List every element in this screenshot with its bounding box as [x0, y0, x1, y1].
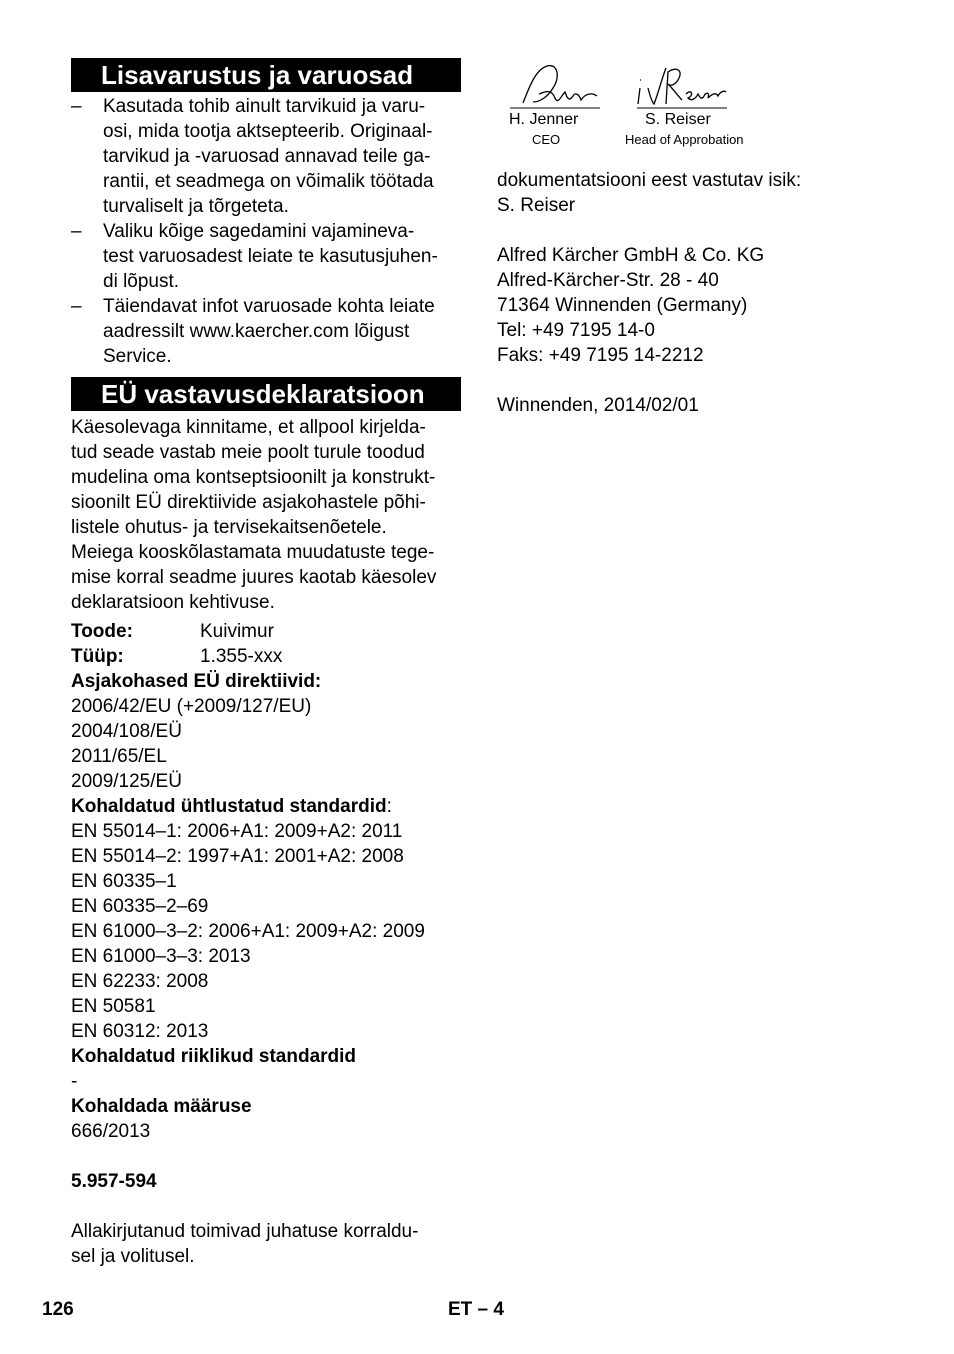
directive-item: 2006/42/EU (+2009/127/EU) [71, 696, 312, 717]
signer2-name: S. Reiser [645, 111, 711, 128]
regulation-label: Kohaldada määruse [71, 1096, 252, 1117]
declaration-intro: Käesolevaga kinnitame, et allpool kirjelda- tud seade vastab meie poolt turule toodud mudelina oma kontseptsioonilt ja konstrukt- sioonilt EÜ direktiivide asjakohastele põhi- listele ohutus- ja tervisekaitsenõetele. Meiega kooskõlastamata muudatuste tege- mise korral seadme juures kaotab käesolev deklaratsioon kehtivuse. [71, 417, 437, 613]
standard-item: EN 55014–1: 2006+A1: 2009+A2: 2011 [71, 821, 403, 842]
accessories-list [71, 94, 461, 369]
product-block [71, 619, 461, 669]
directive-item: 2004/108/EÜ [71, 721, 182, 742]
spacer [497, 218, 897, 243]
dash-marker: – [71, 96, 82, 117]
spacer [71, 1144, 461, 1169]
standard-item: EN 60335–1 [71, 871, 177, 892]
standard-item: EN 55014–2: 1997+A1: 2001+A2: 2008 [71, 846, 404, 867]
standard-item: EN 60312: 2013 [71, 1021, 209, 1042]
spacer [71, 1194, 461, 1219]
company-address: Alfred Kärcher GmbH & Co. KG Alfred-Kärcher-Str. 28 - 40 71364 Winnenden (Germany) Tel: +49 7195 14-0 Faks: +49 7195 14-2212 [497, 245, 765, 366]
list-item-text: Valiku kõige sagedamini vajamineva- test varuosadest leiate te kasutusjuhen- di lõpust. [103, 221, 438, 292]
list-item [71, 294, 461, 369]
document-number: 5.957-594 [71, 1171, 157, 1192]
list-item [71, 219, 461, 294]
product-label: Toode: [71, 621, 133, 642]
place-date: Winnenden, 2014/02/01 [497, 395, 699, 416]
page-number: 126 [42, 1299, 74, 1320]
section-title-declaration: EÜ vastavusdeklaratsioon [71, 377, 461, 411]
standards-colon: : [386, 796, 392, 817]
dash-marker: – [71, 221, 82, 242]
national-standards-value: - [71, 1071, 78, 1092]
standard-item: EN 61000–3–2: 2006+A1: 2009+A2: 2009 [71, 921, 425, 942]
type-value: 1.355-xxx [200, 646, 283, 667]
product-value: Kuivimur [200, 621, 274, 642]
list-item [71, 94, 461, 219]
signer1-role: CEO [532, 132, 561, 147]
type-row [71, 644, 461, 669]
standard-item: EN 61000–3–3: 2013 [71, 946, 251, 967]
standards-heading [71, 794, 461, 819]
signer1-name: H. Jenner [509, 111, 579, 128]
list-item-text: Täiendavat infot varuosade kohta leiate aadressilt www.kaercher.com lõigust Service. [103, 296, 435, 367]
standard-item: EN 62233: 2008 [71, 971, 209, 992]
standards-label: Kohaldatud ühtlustatud standardid [71, 796, 387, 817]
standard-item: EN 60335–2–69 [71, 896, 209, 917]
product-row [71, 619, 461, 644]
directives-label: Asjakohased EÜ direktiivid: [71, 671, 322, 692]
signature-reiser [632, 58, 732, 113]
left-column [71, 58, 461, 1269]
signed-statement: Allakirjutanud toimivad juhatuse korraldu- sel ja volitusel. [71, 1221, 419, 1267]
directive-item: 2011/65/EL [71, 746, 167, 767]
language-page-label: ET – 4 [448, 1299, 504, 1320]
signature-block [497, 58, 897, 168]
list-item-text: Kasutada tohib ainult tarvikuid ja varu- osi, mida tootja aktsepteerib. Originaal- tarvikud ja -varuosad annavad teile ga- rantii, et seadmega on võimalik töötada turvaliselt ja tõrgeteta. [103, 96, 434, 217]
section-title-accessories: Lisavarustus ja varuosad [71, 58, 461, 92]
regulation-value: 666/2013 [71, 1121, 151, 1142]
documentation-responsible: dokumentatsiooni eest vastutav isik: S. Reiser [497, 170, 802, 216]
directive-item: 2009/125/EÜ [71, 771, 182, 792]
national-standards-label: Kohaldatud riiklikud standardid [71, 1046, 357, 1067]
signature-jenner [505, 58, 615, 113]
spacer [497, 368, 897, 393]
dash-marker: – [71, 296, 82, 317]
signer2-role: Head of Approbation [625, 132, 744, 147]
type-label: Tüüp: [71, 646, 124, 667]
right-column [497, 58, 897, 418]
standard-item: EN 50581 [71, 996, 156, 1017]
